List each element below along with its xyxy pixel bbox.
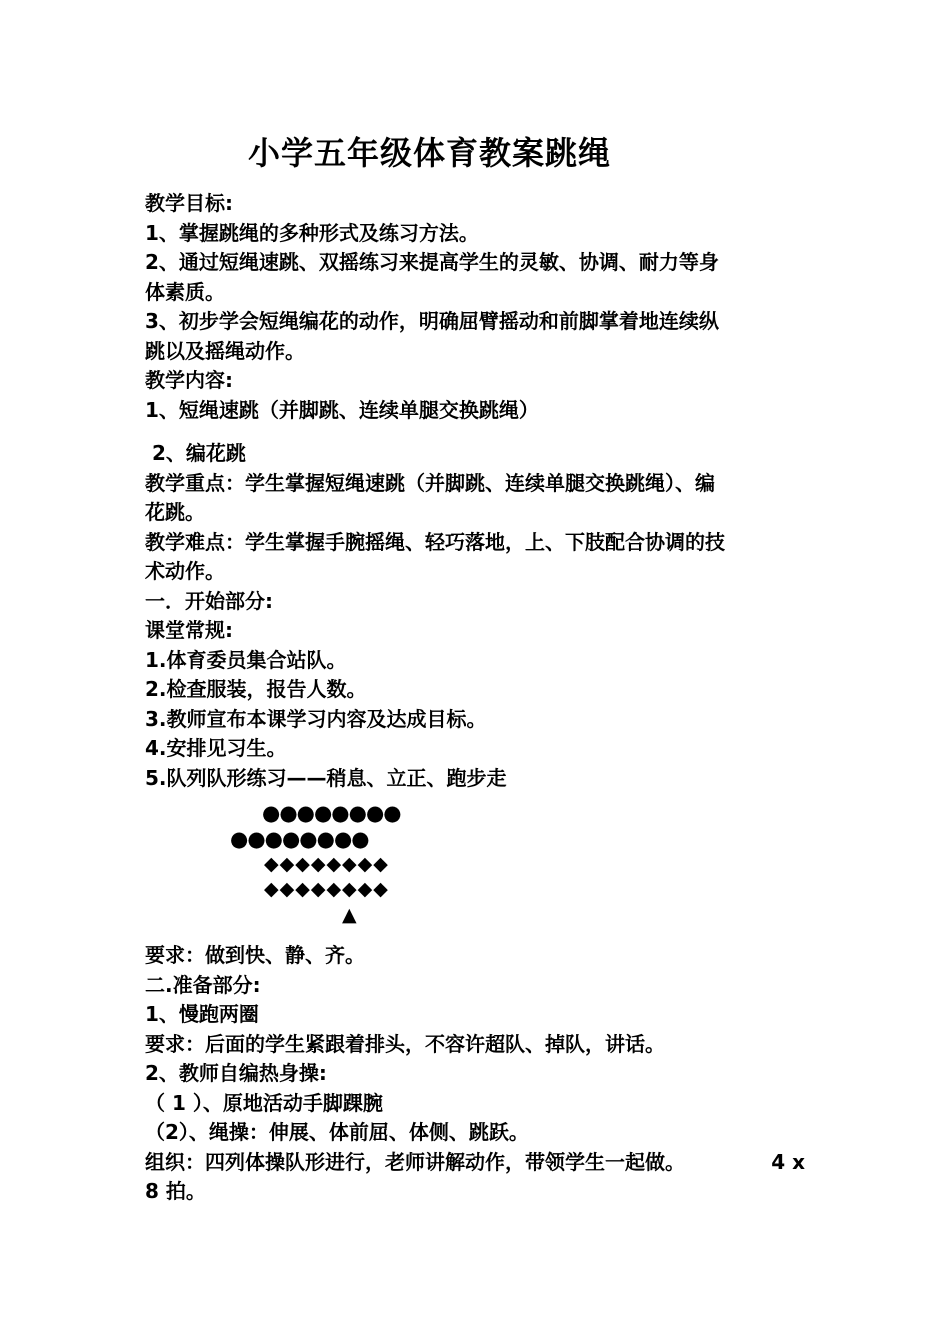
objective-item-2-cont: 体素质。 bbox=[145, 279, 225, 304]
part-two-requirement: 要求：后面的学生紧跟着排头，不容许超队、掉队，讲话。 bbox=[145, 1031, 665, 1056]
organization-line-cont: 8 拍。 bbox=[145, 1179, 206, 1203]
routine-item-2: 2.检查服装，报告人数。 bbox=[145, 677, 367, 701]
routine-item-1: 1.体育委员集合站队。 bbox=[145, 647, 347, 672]
routine-item-4: 4.安排见习生。 bbox=[145, 736, 287, 760]
page-title: 小学五年级体育教案跳绳 bbox=[248, 134, 612, 172]
objective-item-3: 3、初步学会短绳编花的动作，明确屈臂摇动和前脚掌着地连续纵 bbox=[145, 309, 719, 333]
part-two-item-1: 1、慢跑两圈 bbox=[145, 1002, 259, 1026]
routine-item-3: 3.教师宣布本课学习内容及达成目标。 bbox=[145, 706, 487, 731]
objective-item-2: 2、通过短绳速跳、双摇练习来提高学生的灵敏、协调、耐力等身 bbox=[145, 250, 719, 274]
routine-item-5: 5.队列队形练习——稍息、立正、跑步走 bbox=[145, 765, 507, 790]
warmup-sub-1: （ 1 ）、原地活动手脚踝腕 bbox=[145, 1090, 383, 1115]
objectives-heading: 教学目标: bbox=[145, 191, 233, 215]
formation-row-circles-2: ●●●●●●●● bbox=[230, 827, 369, 851]
organization-line bbox=[145, 1148, 805, 1178]
part-two-heading: 二.准备部分: bbox=[145, 972, 261, 997]
formation-diagram bbox=[145, 793, 805, 941]
formation-row-diamonds-2: ◆◆◆◆◆◆◆◆ bbox=[264, 878, 389, 900]
part-two-item-2: 2、教师自编热身操: bbox=[145, 1061, 327, 1085]
routine-heading: 课堂常规: bbox=[145, 618, 233, 642]
key-points-line-1: 教学重点：学生掌握短绳速跳（并脚跳、连续单腿交换跳绳）、编 bbox=[145, 470, 715, 495]
formation-row-circles-1: ●●●●●●●● bbox=[262, 801, 401, 825]
requirement-1: 要求：做到快、静、齐。 bbox=[145, 943, 365, 967]
warmup-sub-2: （2）、绳操：伸展、体前屈、体侧、跳跃。 bbox=[145, 1120, 529, 1144]
difficulties-line-2: 术动作。 bbox=[145, 559, 225, 583]
objective-item-3-cont: 跳以及摇绳动作。 bbox=[145, 338, 305, 363]
objective-item-1: 1、掌握跳绳的多种形式及练习方法。 bbox=[145, 220, 479, 245]
organization-count: 4 x bbox=[771, 1149, 805, 1174]
difficulties-line-1: 教学难点：学生掌握手腕摇绳、轻巧落地，上、下肢配合协调的技 bbox=[145, 529, 725, 554]
formation-row-diamonds-1: ◆◆◆◆◆◆◆◆ bbox=[264, 853, 389, 875]
teacher-triangle-icon: ▲ bbox=[342, 904, 357, 926]
content-item-2: 2、编花跳 bbox=[152, 441, 246, 465]
part-one-heading: 一．开始部分: bbox=[145, 588, 273, 613]
content-item-1: 1、短绳速跳（并脚跳、连续单腿交换跳绳） bbox=[145, 397, 539, 422]
document-body bbox=[145, 189, 805, 1207]
content-heading: 教学内容: bbox=[145, 368, 233, 392]
key-points-line-2: 花跳。 bbox=[145, 500, 205, 524]
organization-text: 组织：四列体操队形进行，老师讲解动作，带领学生一起做。 bbox=[145, 1149, 685, 1174]
